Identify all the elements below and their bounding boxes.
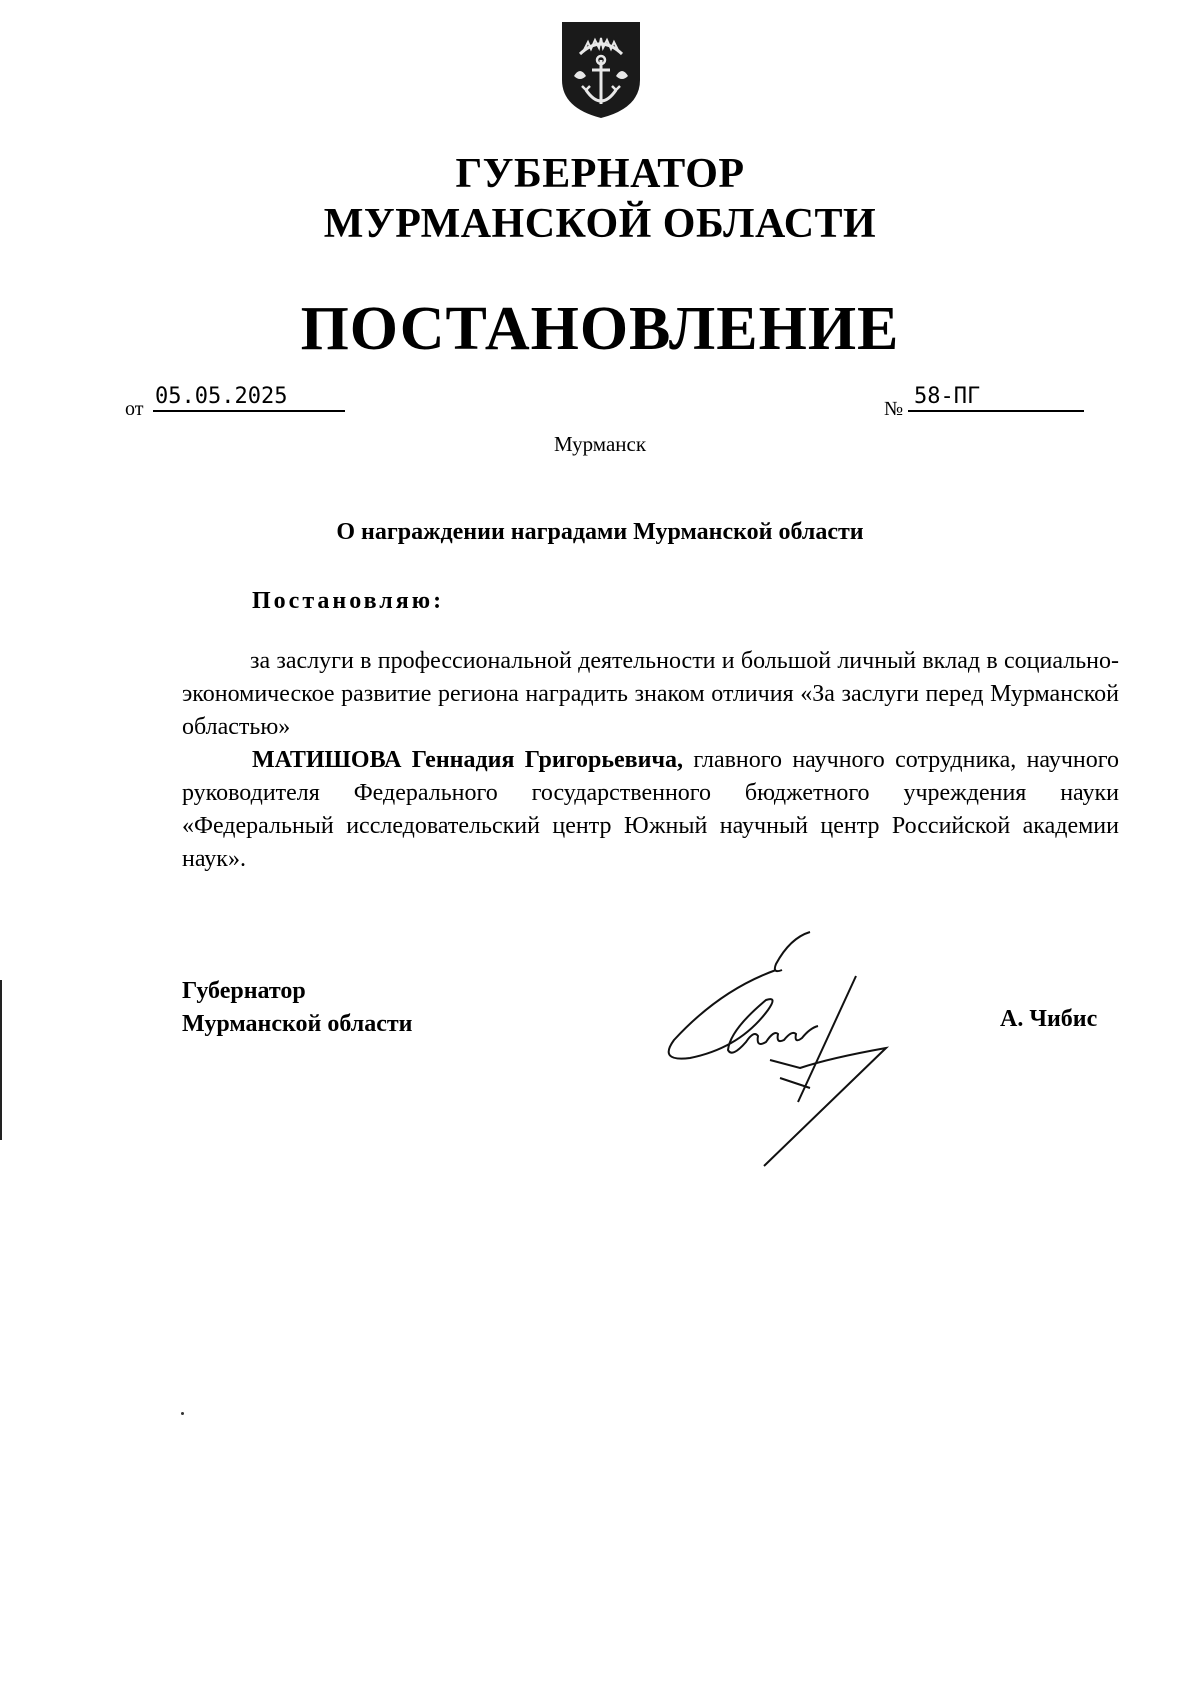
document-body (182, 645, 1119, 876)
document-date: 05.05.2025 (153, 384, 345, 412)
date-prefix: от (125, 398, 144, 420)
awardee-paragraph (182, 744, 1119, 876)
document-subject: О награждении наградами Мурманской области (336, 519, 864, 545)
header-governor: ГУБЕРНАТОР (455, 151, 745, 197)
number-prefix: № (884, 398, 904, 420)
awardee-details: главного научного сотрудника, научного руководителя Федерального государственного бюджетного учреждения науки «Федеральный исследовательский центр Южный научный центр Российской академии наук». (182, 747, 1120, 872)
award-paragraph: за заслуги в профессиональной деятельности и большой личный вклад в социально-экономическое развитие региона наградить знаком отличия «За заслуги перед Мурманской областью» (182, 648, 1119, 740)
awardee-name: МАТИШОВА Геннадия Григорьевича, (252, 747, 684, 773)
scan-speck (181, 1412, 184, 1415)
scan-margin-line (0, 980, 2, 1140)
document-number: 58-ПГ (908, 384, 1084, 412)
handwritten-signature (650, 930, 900, 1170)
signatory-name: А. Чибис (1000, 1006, 1098, 1032)
document-type: ПОСТАНОВЛЕНИЕ (300, 295, 900, 363)
signatory-title-line1: Губернатор (182, 978, 306, 1004)
header-region: МУРМАНСКОЙ ОБЛАСТИ (323, 201, 877, 247)
signatory-title (182, 975, 412, 1041)
signatory-title-line2: Мурманской области (182, 1011, 413, 1037)
document-city: Мурманск (553, 432, 647, 456)
decree-heading: Постановляю: (252, 588, 445, 614)
coat-of-arms-icon (560, 20, 642, 120)
